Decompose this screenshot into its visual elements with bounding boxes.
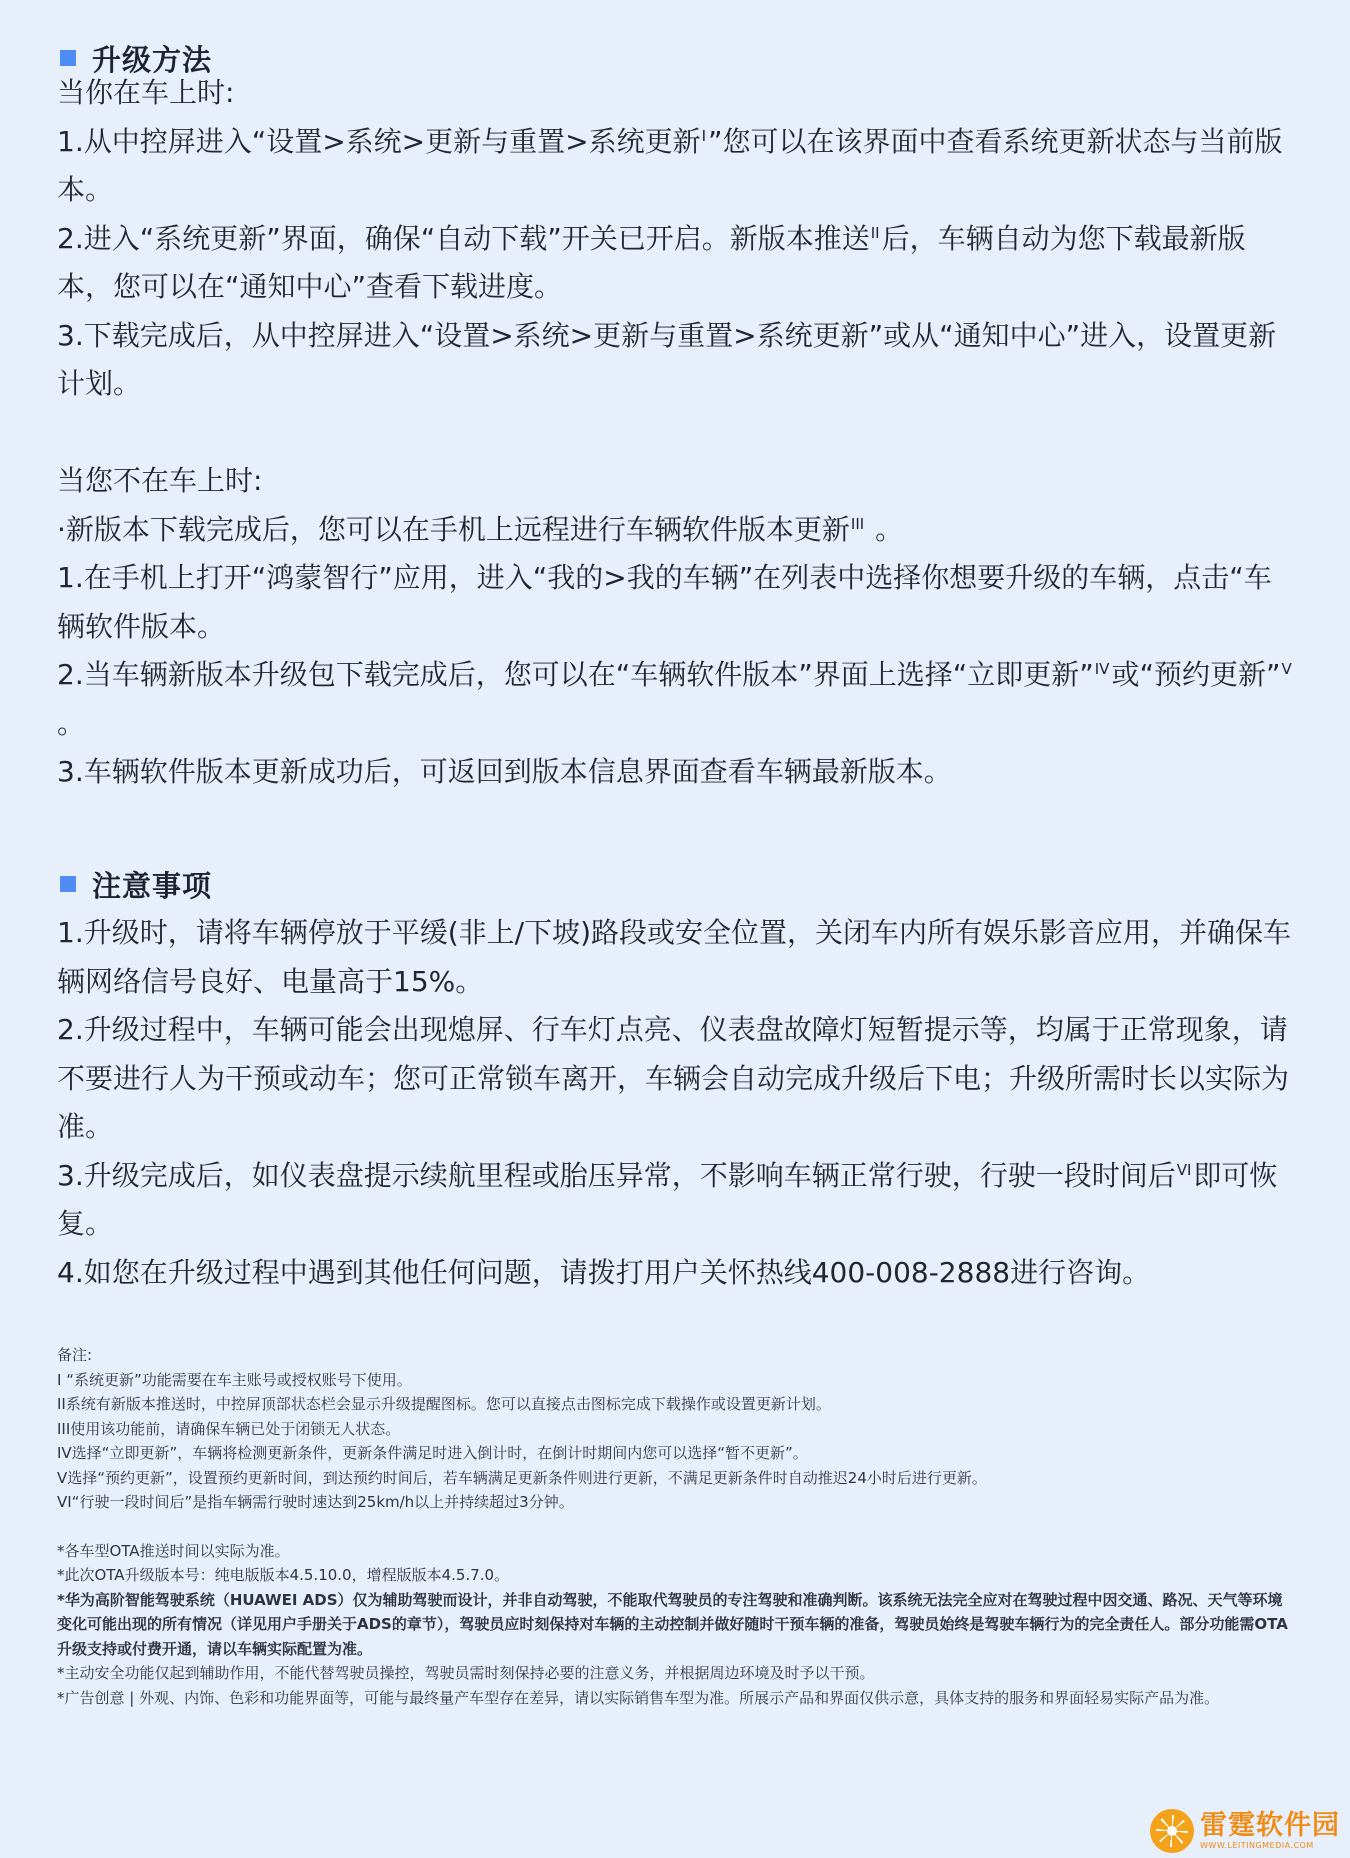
footnote-marker: I (701, 126, 707, 145)
section-title: 升级方法 (92, 42, 213, 77)
precaution-item-1: 1.升级时，请将车辆停放于平缓(非上/下坡)路段或安全位置，关闭车内所有娱乐影音应用，并确保车辆网络信号良好、电量高于15%。 (57, 916, 1292, 998)
precaution-item-4: 4.如您在升级过程中遇到其他任何问题，请拨打用户关怀热线400-008-2888进行咨询。 (57, 1255, 1151, 1289)
footnote-marker: VI (1176, 1160, 1192, 1179)
not-in-car-intro: ·新版本下载完成后，您可以在手机上远程进行车辆软件版本更新$^{III}$ 。 (57, 512, 904, 546)
notes-section (57, 1343, 1297, 1710)
note-line: II系统有新版本推送时，中控屏顶部状态栏会显示升级提醒图标。您可以直接点击图标完成下载操作或设置更新计划。 (57, 1395, 831, 1413)
note-line: V选择“预约更新”，设置预约更新时间，到达预约时间后，若车辆满足更新条件则进行更新，不满足更新条件时自动推迟24小时后进行更新。 (57, 1468, 987, 1487)
not-in-car-step-2: 2.当车辆新版本升级包下载完成后，您可以在“车辆软件版本”界面上选择“立即更新”$^{IV}$或“预约更新”$^V$ 。 (57, 658, 1292, 740)
note-line: III使用该功能前，请确保车辆已处于闭锁无人状态。 (57, 1419, 401, 1438)
ad-disclaimer: *广告创意 | 外观、内饰、色彩和功能界面等，可能与最终量产车型存在差异，请以实际销售车型为准。所展示产品和界面仅供示意，具体支持的服务和界面轻易实际产品为准。 (57, 1688, 1220, 1707)
footnote-marker: IV (1094, 660, 1110, 678)
footnote-marker: V (1281, 660, 1292, 678)
ota-time-note: *各车型OTA推送时间以实际为准。 (57, 1541, 290, 1560)
note-line: I “系统更新”功能需要在车主账号或授权账号下使用。 (57, 1370, 412, 1389)
footnote-marker: II (870, 223, 880, 242)
notes-heading: 备注: (57, 1346, 93, 1364)
note-line: VI“行驶一段时间后”是指车辆需行驶时速达到25km/h以上并持续超过3分钟。 (57, 1493, 574, 1511)
section-header-precautions (60, 863, 212, 905)
square-bullet-icon (60, 876, 76, 892)
watermark-logo-icon (1150, 1809, 1194, 1853)
upgrade-method-body (57, 69, 1297, 797)
not-in-car-step-3: 3.车辆软件版本更新成功后，可返回到版本信息界面查看车辆最新版本。 (57, 755, 952, 788)
in-car-step-1: 1.从中控屏进入“设置>系统>更新与重置>系统更新$^I$”您可以在该界面中查看系统更新状态与当前版本。 (57, 124, 1283, 206)
watermark-name: 雷霆软件园 (1200, 1810, 1340, 1841)
precautions-body (57, 909, 1297, 1297)
not-in-car-heading: 当您不在车上时: (57, 464, 263, 497)
watermark (1150, 1808, 1344, 1854)
note-line: IV选择“立即更新”，车辆将检测更新条件，更新条件满足时进入倒计时，在倒计时期间内您可以选择“暂不更新”。 (57, 1444, 808, 1462)
in-car-step-3: 3.下载完成后，从中控屏进入“设置>系统>更新与重置>系统更新”或从“通知中心”进入，设置更新计划。 (57, 318, 1277, 400)
precaution-item-3: 3.升级完成后，如仪表盘提示续航里程或胎压异常，不影响车辆正常行驶，行驶一段时间后$^{VI}$即可恢复。 (57, 1158, 1278, 1240)
watermark-url: WWW.LEITINGMEDIA.COM (1200, 1841, 1314, 1850)
precaution-item-2: 2.升级过程中，车辆可能会出现熄屏、行车灯点亮、仪表盘故障灯短暂提示等，均属于正常现象，请不要进行人为干预或动车；您可正常锁车离开，车辆会自动完成升级后下电；升级所需时长以实际为准。 (57, 1013, 1290, 1143)
square-bullet-icon (60, 50, 76, 66)
ads-disclaimer: *华为高阶智能驾驶系统（HUAWEI ADS）仅为辅助驾驶而设计，并非自动驾驶，不能取代驾驶员的专注驾驶和准确判断。该系统无法完全应对在驾驶过程中因交通、路况、天气等环境变化可能出现的所有情况（详见用户手册关于ADS的章节），驾驶员应时刻保持对车辆的主动控制并做好随时干预车辆的准备，驾驶员始终是驾驶车辆行为的完全责任人。部分功能需OTA升级支持或付费开通，请以车辆实际配置为准。 (57, 1590, 1288, 1658)
in-car-heading: 当你在车上时: (57, 76, 235, 109)
section-title: 注意事项 (92, 868, 213, 903)
not-in-car-step-1: 1.在手机上打开“鸿蒙智行”应用，进入“我的>我的车辆”在列表中选择你想要升级的车辆，点击“车辆软件版本。 (57, 561, 1272, 643)
in-car-step-2: 2.进入“系统更新”界面，确保“自动下载”开关已开启。新版本推送$^{II}$后，车辆自动为您下载最新版本，您可以在“通知中心”查看下载进度。 (57, 221, 1246, 303)
ota-version-note: *此次OTA升级版本号：纯电版版本4.5.10.0，增程版版本4.5.7.0。 (57, 1566, 510, 1584)
footnote-marker: III (850, 514, 865, 533)
safety-note: *主动安全功能仅起到辅助作用，不能代替驾驶员操控，驾驶员需时刻保持必要的注意义务，并根据周边环境及时予以干预。 (57, 1664, 875, 1682)
